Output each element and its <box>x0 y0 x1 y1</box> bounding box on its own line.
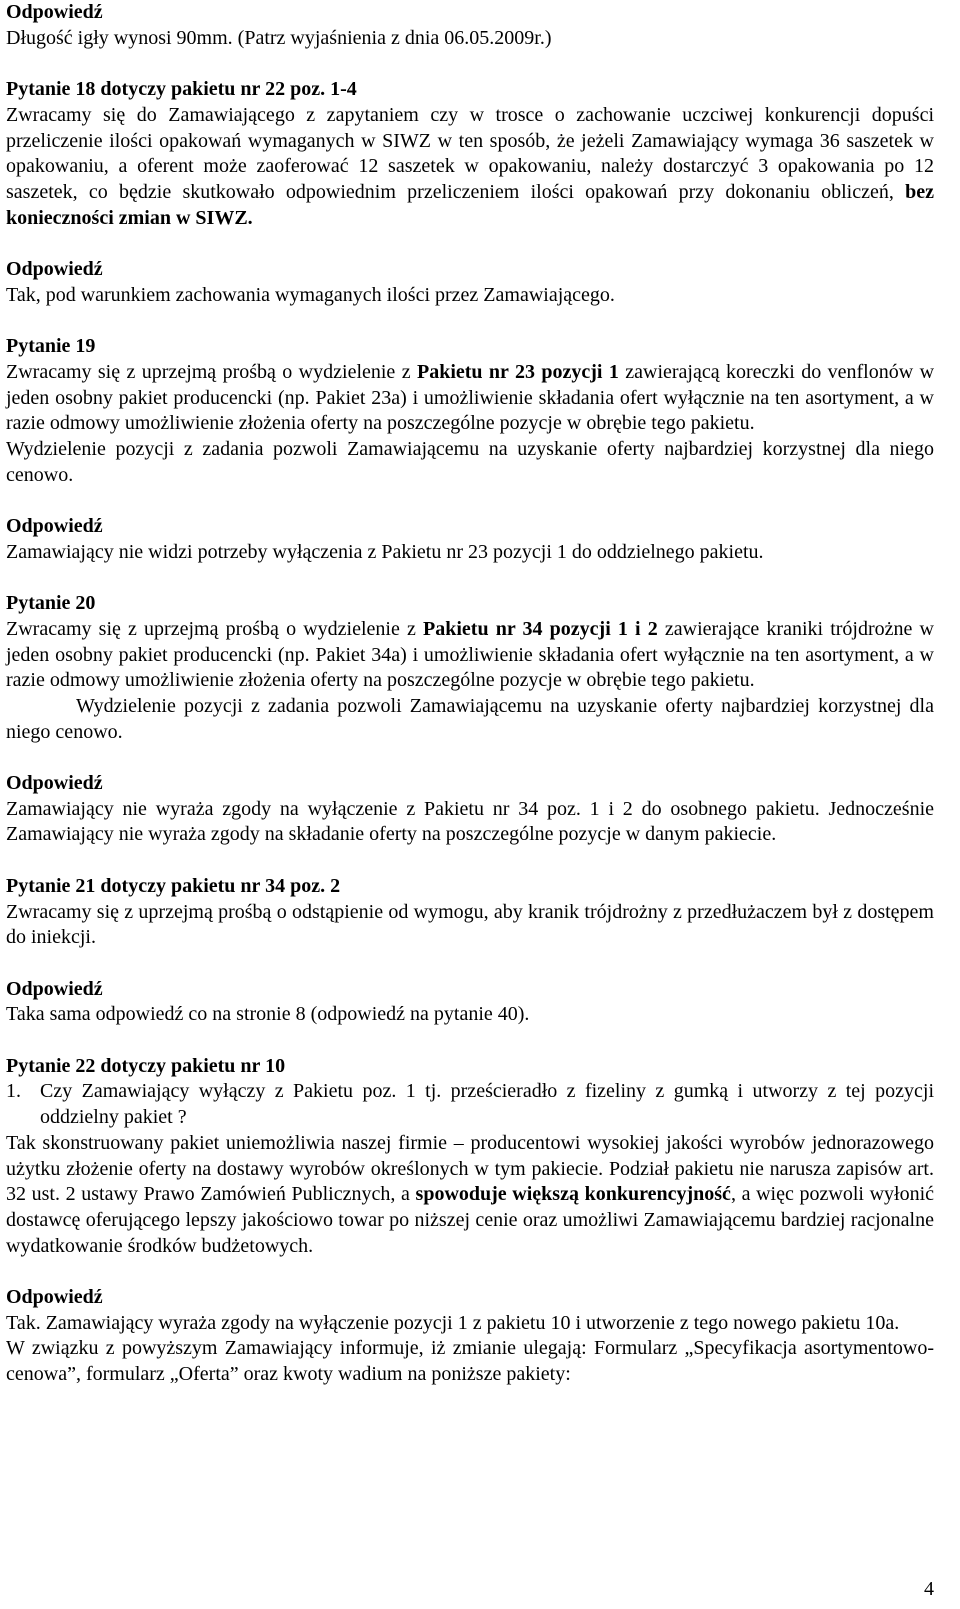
question-19-title: Pytanie 19 <box>6 335 96 358</box>
question-19-text-4: Wydzielenie pozycji z zadania pozwoli Zamawiającemu na uzyskanie oferty najbardziej korzystnej dla niego cenowo. <box>6 437 934 486</box>
answer-label: Odpowiedź <box>6 1 103 23</box>
question-22-text-3: , a więc pozwoli wyłonić dostawcę oferującego lepszy jakościowo towar po niższej cenie oraz umożliwi Zamawiającemu bardziej racjonalne wydatkowanie środków budżetowych. <box>6 1183 935 1257</box>
list-item-text: Czy Zamawiający wyłączy z Pakietu poz. 1 tj. prześcieradło z fizeliny z gumką i utworzy z tej pozycji oddzielny pakiet ? <box>40 1080 934 1129</box>
question-20-text-1: Zwracamy się z uprzejmą prośbą o wydzielenie z <box>6 617 424 640</box>
list-item-number: 1. <box>6 1080 21 1103</box>
question-21-text: Zwracamy się z uprzejmą prośbą o odstąpienie od wymogu, aby kranik trójdrożny z przedłużaczem był z dostępem do iniekcji. <box>6 900 934 949</box>
question-19-text-bold: Pakietu nr 23 pozycji 1 <box>416 360 619 383</box>
answer-18-text: Tak, pod warunkiem zachowania wymaganych ilości przez Zamawiającego. <box>6 283 615 306</box>
question-21-title: Pytanie 21 dotyczy pakietu nr 34 poz. 2 <box>6 874 341 897</box>
page-number: 4 <box>924 1578 934 1600</box>
answer-21-label: Odpowiedź <box>6 977 103 1000</box>
question-22-text-1: Tak skonstruowany pakiet uniemożliwia naszej firmie – producentowi wysokiej jakości wyrobów jednorazowego użytku złożenie oferty na dostawy wyrobów określonych w tym pakiecie. Podział pakietu nie narusza zapisów art. 32 ust. 2 ustawy Prawo Zamówień Publicznych, a <box>6 1131 934 1206</box>
answer-19-text: Zamawiający nie widzi potrzeby wyłączenia z Pakietu nr 23 pozycji 1 do oddzielnego pakietu. <box>6 540 764 563</box>
document-page <box>6 0 934 1388</box>
question-18-text-bold: bez konieczności zmian w SIWZ. <box>6 180 934 229</box>
question-19-text-1: Zwracamy się z uprzejmą prośbą o wydzielenie z <box>6 360 417 383</box>
answer-20-text: Zamawiający nie wyraża zgody na wyłączenie z Pakietu nr 34 poz. 1 i 2 do osobnego pakietu. Jednocześnie Zamawiający nie wyraża zgody na składanie oferty na poszczególne pozycje w danym pakiecie. <box>6 797 934 846</box>
question-18-title: Pytanie 18 dotyczy pakietu nr 22 poz. 1-4 <box>6 78 357 101</box>
question-22-list-item <box>6 1079 934 1130</box>
question-20-title: Pytanie 20 <box>6 592 96 615</box>
question-20-text <box>6 617 934 694</box>
question-22-text-bold: spowoduje większą konkurencyjność <box>415 1183 731 1206</box>
answer-20-label: Odpowiedź <box>6 772 103 794</box>
question-20-text-4: Wydzielenie pozycji z zadania pozwoli Zamawiającemu na uzyskanie oferty najbardziej korzystnej dla niego cenowo. <box>6 694 934 743</box>
question-22-title: Pytanie 22 dotyczy pakietu nr 10 <box>6 1054 286 1077</box>
answer-22-label: Odpowiedź <box>6 1286 103 1308</box>
answer-18-label: Odpowiedź <box>6 258 103 280</box>
question-19-text-3: zawierającą koreczki do venflonów w jeden osobny pakiet producencki (np. Pakiet 23a) i umożliwienie składania ofert wyłącznie na ten asortyment, a w razie odmowy umożliwienie złożenia oferty na poszczególne pozycje w obrębie tego pakietu. <box>6 360 935 435</box>
answer-22-text-2: W związku z powyższym Zamawiający informuje, iż zmianie ulegają: Formularz „Specyfikacja asortymentowo-cenowa”, formularz „Oferta” oraz kwoty wadium na poniższe pakiety: <box>6 1337 934 1386</box>
question-20-text-3: zawierające kraniki trójdrożne w jeden osobny pakiet producencki (np. Pakiet 34a) i umożliwienie składania ofert wyłącznie na ten asortyment, a w razie odmowy umożliwienie złożenia oferty na poszczególne pozycje w obrębie tego pakietu. <box>6 617 934 692</box>
question-22-text <box>6 1131 934 1260</box>
question-18-text <box>6 103 934 232</box>
answer-22-text: Tak. Zamawiający wyraża zgody na wyłączenie pozycji 1 z pakietu 10 i utworzenie z tego nowego pakietu 10a. <box>6 1311 900 1334</box>
answer-text: Długość igły wynosi 90mm. (Patrz wyjaśnienia z dnia 06.05.2009r.) <box>6 26 552 49</box>
question-20-text-bold: Pakietu nr 34 pozycji 1 i 2 <box>423 617 658 640</box>
question-19-text <box>6 360 934 437</box>
answer-19-label: Odpowiedź <box>6 515 103 537</box>
answer-21-text: Taka sama odpowiedź co na stronie 8 (odpowiedź na pytanie 40). <box>6 1003 530 1026</box>
question-18-text-a: Zwracamy się do Zamawiającego z zapytaniem czy w trosce o zachowanie uczciwej konkurencji dopuści przeliczenie ilości opakowań wymaganych w SIWZ w ten sposób, że jeżeli Zamawiający wymaga 36 saszetek w opakowaniu, a oferent może zaoferować 12 saszetek w opakowaniu, należy dostarczyć 3 opakowania po 12 saszetek, co będzie skutkowało odpowiednim przeliczeniem ilości opakowań przy dokonaniu obliczeń, <box>6 103 934 203</box>
